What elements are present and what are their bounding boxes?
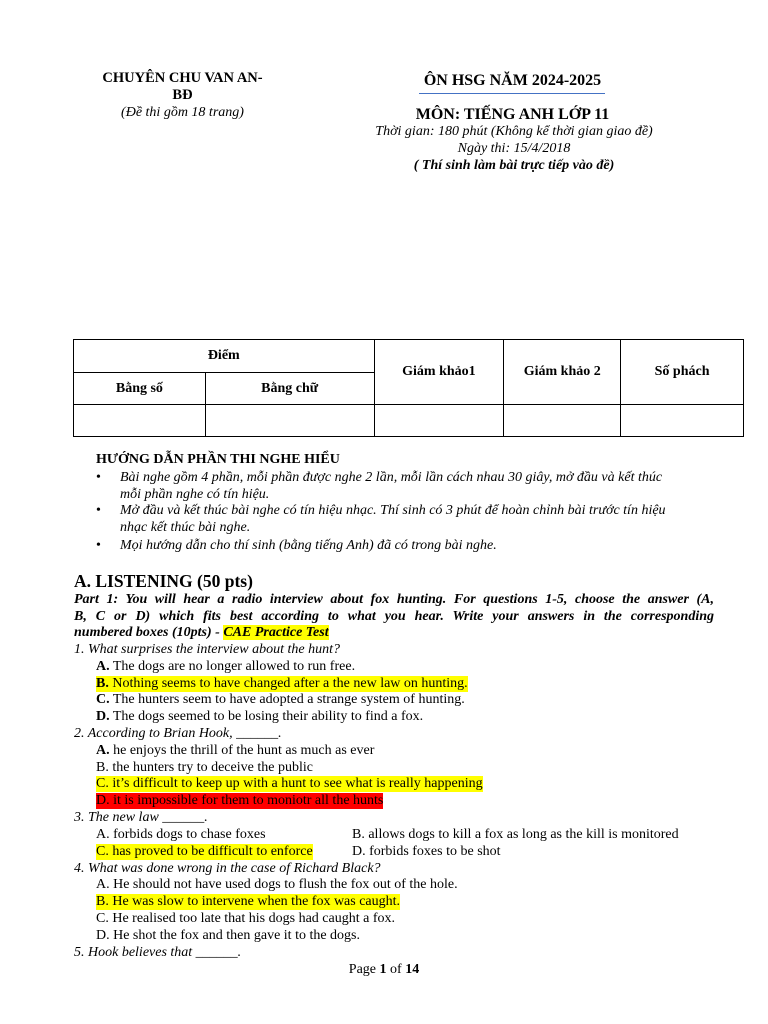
examiner-2-cell[interactable] xyxy=(504,405,621,437)
exam-title: ÔN HSG NĂM 2024-2025 xyxy=(423,72,602,89)
school-name-line2: BĐ xyxy=(172,87,193,103)
answer-option[interactable]: A. he enjoys the thrill of the hunt as much as ever xyxy=(96,743,375,758)
page-footer xyxy=(0,962,768,978)
part1-separator: - xyxy=(211,625,224,640)
bullet-icon: • xyxy=(96,538,101,553)
instruction-line: Bài nghe gồm 4 phần, mỗi phần được nghe 2 lần, mỗi lần cách nhau 30 giây, mở đầu và kết thúc xyxy=(120,470,663,485)
question-stem: 3. The new law ______. xyxy=(74,810,208,825)
examiner-1-cell[interactable] xyxy=(374,405,504,437)
instruction-line: Mọi hướng dẫn cho thí sinh (bằng tiếng Anh) đã có trong bài nghe. xyxy=(120,538,497,553)
instruction-line: nhạc kết thúc bài nghe. xyxy=(120,519,251,535)
code-cell[interactable] xyxy=(621,405,744,437)
answer-option-highlighted-red[interactable]: D. it is impossible for them to moniotr all the hunts xyxy=(96,793,384,808)
answer-option-highlighted[interactable]: C. it’s difficult to keep up with a hunt to see what is really happening xyxy=(96,776,483,791)
instruction-line: Mở đầu và kết thúc bài nghe có tín hiệu nhạc. Thí sinh có 3 phút để hoàn chỉnh bài trước tín hiệu xyxy=(120,503,666,518)
answer-option[interactable]: B. the hunters try to deceive the public xyxy=(96,760,313,775)
school-name-line1: CHUYÊN CHU VAN AN- xyxy=(102,70,263,86)
of-word: of xyxy=(386,962,406,977)
answer-option-highlighted[interactable]: B. He was slow to intervene when the fox was caught. xyxy=(96,894,401,909)
question-stem: 4. What was done wrong in the case of Richard Black? xyxy=(74,861,381,876)
pages-note: (Đề thi gồm 18 trang) xyxy=(121,105,244,120)
code-header: Số phách xyxy=(621,340,744,405)
part1-line: numbered boxes (10pts) xyxy=(74,625,212,640)
exam-date: Ngày thi: 15/4/2018 xyxy=(457,141,571,156)
answer-option[interactable]: C. He realised too late that his dogs had caught a fox. xyxy=(96,911,395,926)
bullet-icon: • xyxy=(96,470,101,485)
instruction-item xyxy=(96,503,736,536)
exam-time: Thời gian: 180 phút (Không kể thời gian giao đề) xyxy=(375,124,653,139)
subject-title: MÔN: TIẾNG ANH LỚP 11 xyxy=(415,106,610,123)
part1-source: CAE Practice Test xyxy=(223,625,329,640)
score-words-header: Bằng chữ xyxy=(205,373,374,405)
question-stem: 1. What surprises the interview about the hunt? xyxy=(74,642,340,657)
answer-option[interactable]: A. forbids dogs to chase foxes xyxy=(96,827,266,842)
exam-note: ( Thí sinh làm bài trực tiếp vào đề) xyxy=(413,158,615,173)
answer-option-highlighted[interactable]: C. has proved to be difficult to enforce xyxy=(96,844,313,859)
examiner-1-header: Giám khảo1 xyxy=(374,340,504,405)
answer-option[interactable]: C. The hunters seem to have adopted a strange system of hunting. xyxy=(96,692,465,707)
page-total: 14 xyxy=(405,962,420,977)
answer-option[interactable]: D. The dogs seemed to be losing their ability to find a fox. xyxy=(96,709,424,724)
answer-option[interactable]: A. The dogs are no longer allowed to run free. xyxy=(96,659,356,674)
examiner-2-header: Giám khảo 2 xyxy=(504,340,621,405)
score-table xyxy=(73,339,744,437)
answer-option-highlighted[interactable]: B. Nothing seems to have changed after a the new law on hunting. xyxy=(96,676,468,691)
score-header: Điểm xyxy=(74,340,375,373)
instruction-item xyxy=(96,538,736,555)
page-number: 1 xyxy=(379,962,387,977)
bullet-icon: • xyxy=(96,503,101,518)
score-number-cell[interactable] xyxy=(74,405,206,437)
section-a-title: A. LISTENING (50 pts) xyxy=(74,571,253,591)
answer-option[interactable]: B. allows dogs to kill a fox as long as the kill is monitored xyxy=(352,827,679,842)
listening-instructions-heading: HƯỚNG DẪN PHẦN THI NGHE HIỂU xyxy=(96,452,340,467)
part1-line: Part 1: You will hear a radio interview about fox hunting. For questions 1-5, choose the answer (A, xyxy=(74,592,714,607)
score-number-header: Bằng số xyxy=(74,373,206,405)
score-words-cell[interactable] xyxy=(205,405,374,437)
title-underline xyxy=(419,93,605,94)
answer-option[interactable]: D. He shot the fox and then gave it to the dogs. xyxy=(96,928,361,943)
page-word: Page xyxy=(348,962,380,977)
school-name xyxy=(80,70,285,104)
answer-option[interactable]: D. forbids foxes to be shot xyxy=(352,844,501,859)
instruction-line: mỗi phần nghe có tín hiệu. xyxy=(120,486,270,502)
instruction-item xyxy=(96,470,736,503)
part1-instructions xyxy=(74,592,714,642)
part1-line: B, C or D) which fits best according to what you hear. Write your answers in the corresponding xyxy=(74,608,714,624)
question-stem: 5. Hook believes that ______. xyxy=(74,945,242,960)
question-stem: 2. According to Brian Hook, ______. xyxy=(74,726,282,741)
answer-option[interactable]: A. He should not have used dogs to flush the fox out of the hole. xyxy=(96,877,458,892)
